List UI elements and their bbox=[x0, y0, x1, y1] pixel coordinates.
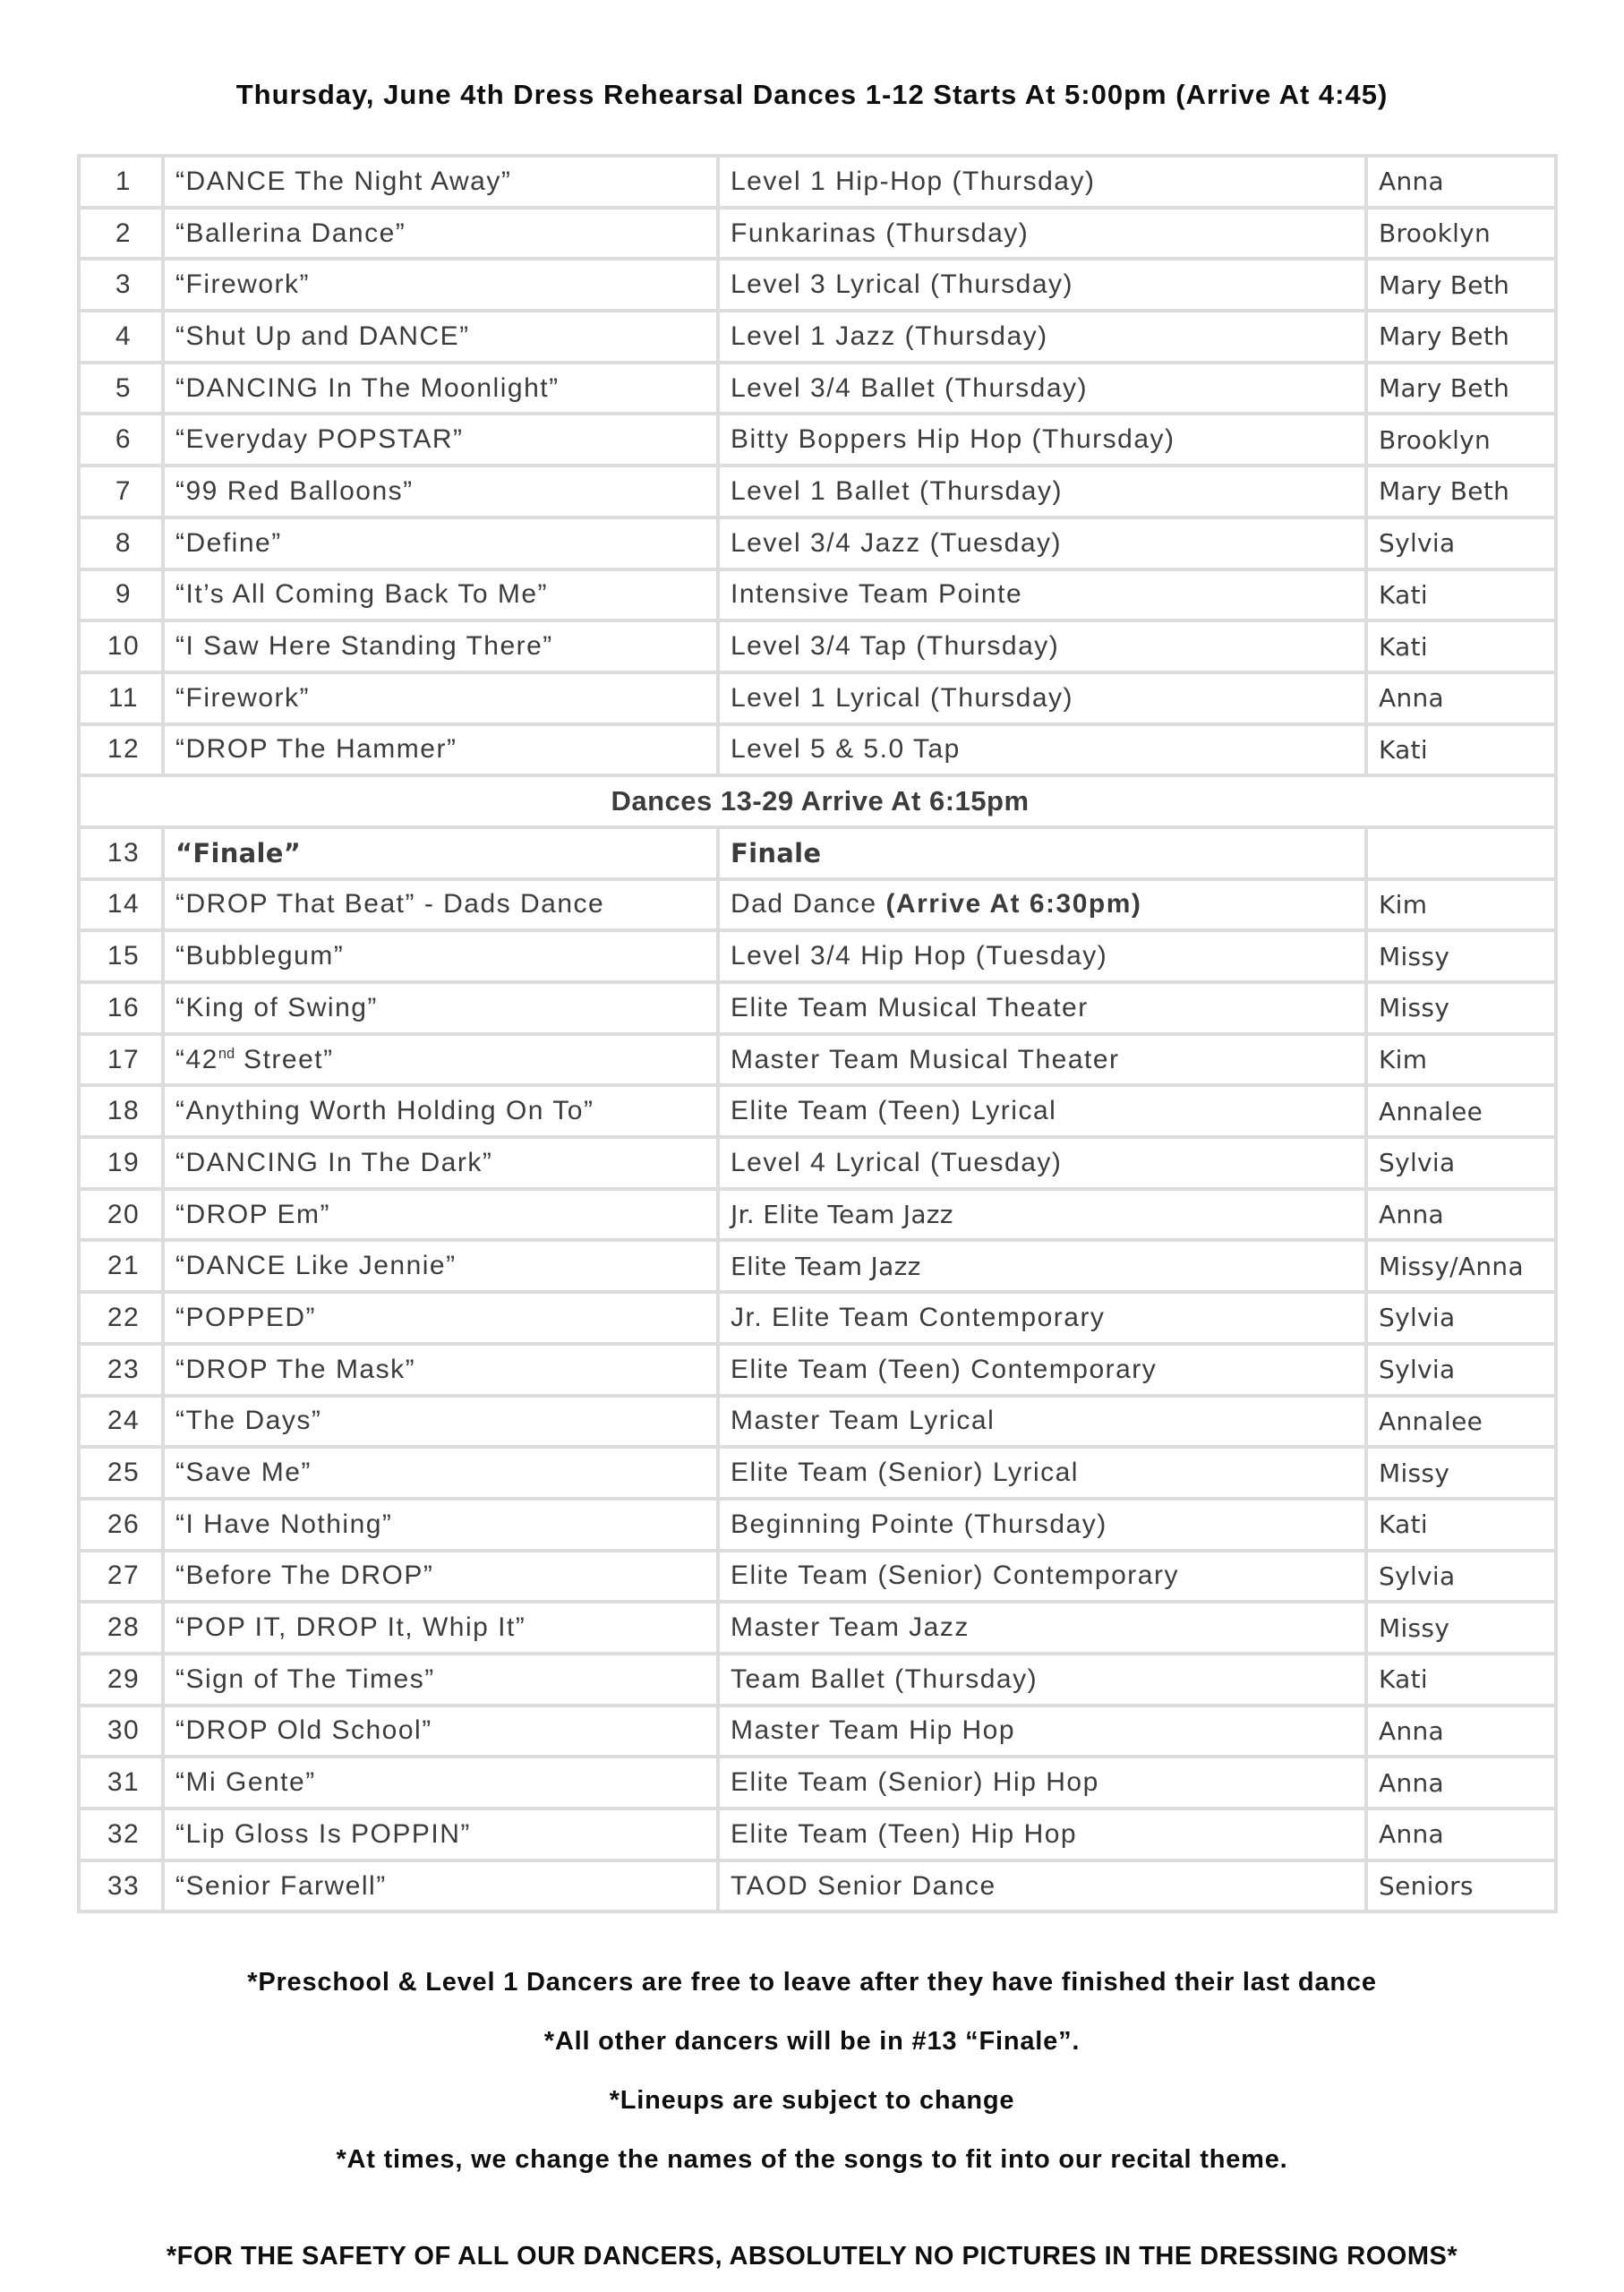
class-name-cell: Elite Team (Teen) Contemporary bbox=[718, 1344, 1366, 1396]
song-title-cell: “Sign of The Times” bbox=[163, 1654, 718, 1706]
teacher-name-cell: Sylvia bbox=[1366, 1137, 1556, 1189]
class-name-cell: Elite Team Jazz bbox=[718, 1240, 1366, 1292]
dance-number-cell: 30 bbox=[79, 1706, 163, 1757]
dance-number-cell: 26 bbox=[79, 1499, 163, 1551]
teacher-name-cell: Missy/Anna bbox=[1366, 1240, 1556, 1292]
dance-number-cell: 29 bbox=[79, 1654, 163, 1706]
song-title-cell: “Firework” bbox=[163, 672, 718, 724]
dance-number-cell: 19 bbox=[79, 1137, 163, 1189]
dance-number-cell: 32 bbox=[79, 1809, 163, 1860]
class-name-cell: Level 1 Ballet (Thursday) bbox=[718, 466, 1366, 517]
dance-number-cell: 28 bbox=[79, 1602, 163, 1654]
dance-number-cell: 12 bbox=[79, 724, 163, 776]
table-row bbox=[79, 1551, 1556, 1603]
song-title-cell: “Ballerina Dance” bbox=[163, 208, 718, 260]
teacher-name-cell: Anna bbox=[1366, 1189, 1556, 1241]
dance-number-cell: 13 bbox=[79, 827, 163, 879]
song-title-cell: “DROP Em” bbox=[163, 1189, 718, 1241]
table-row bbox=[79, 1447, 1556, 1499]
song-title-cell: “POPPED” bbox=[163, 1292, 718, 1344]
dance-number-cell: 27 bbox=[79, 1551, 163, 1603]
teacher-name-cell: Anna bbox=[1366, 1809, 1556, 1860]
class-name-cell: Level 3/4 Hip Hop (Tuesday) bbox=[718, 930, 1366, 982]
table-row bbox=[79, 466, 1556, 517]
table-row bbox=[79, 1344, 1556, 1396]
dance-number-cell: 23 bbox=[79, 1344, 163, 1396]
song-title-cell: “POP IT, DROP It, Whip It” bbox=[163, 1602, 718, 1654]
teacher-name-cell: Missy bbox=[1366, 930, 1556, 982]
song-title-cell: “DANCE Like Jennie” bbox=[163, 1240, 718, 1292]
song-title-cell: “King of Swing” bbox=[163, 982, 718, 1034]
teacher-name-cell: Mary Beth bbox=[1366, 466, 1556, 517]
class-name-cell: Elite Team Musical Theater bbox=[718, 982, 1366, 1034]
song-title-cell: “Before The DROP” bbox=[163, 1551, 718, 1603]
class-name-cell: Level 3/4 Tap (Thursday) bbox=[718, 620, 1366, 672]
teacher-name-cell: Anna bbox=[1366, 1757, 1556, 1809]
dance-number-cell: 24 bbox=[79, 1396, 163, 1448]
table-row bbox=[79, 982, 1556, 1034]
teacher-name-cell: Sylvia bbox=[1366, 1292, 1556, 1344]
class-name-cell: Master Team Hip Hop bbox=[718, 1706, 1366, 1757]
class-name-cell: Bitty Boppers Hip Hop (Thursday) bbox=[718, 414, 1366, 466]
table-row bbox=[79, 1809, 1556, 1860]
song-title-cell: “DROP The Hammer” bbox=[163, 724, 718, 776]
song-title-cell: “Anything Worth Holding On To” bbox=[163, 1085, 718, 1137]
teacher-name-cell: Annalee bbox=[1366, 1085, 1556, 1137]
teacher-name-cell: Anna bbox=[1366, 1706, 1556, 1757]
table-row bbox=[79, 930, 1556, 982]
song-title-cell: “Mi Gente” bbox=[163, 1757, 718, 1809]
safety-warning: *FOR THE SAFETY OF ALL OUR DANCERS, ABSOLUTELY NO PICTURES IN THE DRESSING ROOMS* bbox=[166, 2242, 1458, 2271]
class-name-cell: Beginning Pointe (Thursday) bbox=[718, 1499, 1366, 1551]
section-divider-label: Dances 13-29 Arrive At 6:15pm bbox=[79, 775, 1556, 827]
dance-number-cell: 14 bbox=[79, 879, 163, 931]
table-row bbox=[79, 569, 1556, 621]
song-text: “42 bbox=[175, 1044, 218, 1074]
dance-number-cell: 25 bbox=[79, 1447, 163, 1499]
dance-number-cell: 17 bbox=[79, 1034, 163, 1086]
teacher-name-cell: Mary Beth bbox=[1366, 259, 1556, 311]
class-name-cell: Level 3/4 Jazz (Tuesday) bbox=[718, 517, 1366, 569]
song-title-cell: “Lip Gloss Is POPPIN” bbox=[163, 1809, 718, 1860]
teacher-name-cell: Anna bbox=[1366, 156, 1556, 208]
table-row bbox=[79, 1602, 1556, 1654]
table-row bbox=[79, 1706, 1556, 1757]
teacher-name-cell: Sylvia bbox=[1366, 1551, 1556, 1603]
page-title: Thursday, June 4th Dress Rehearsal Dances 1-12 Starts At 5:00pm (Arrive At 4:45) bbox=[235, 79, 1389, 110]
table-row bbox=[79, 1085, 1556, 1137]
dance-number-cell: 21 bbox=[79, 1240, 163, 1292]
dance-number-cell: 9 bbox=[79, 569, 163, 621]
song-title-cell: “Firework” bbox=[163, 259, 718, 311]
dance-number-cell: 7 bbox=[79, 466, 163, 517]
dance-number-cell: 15 bbox=[79, 930, 163, 982]
teacher-name-cell: Annalee bbox=[1366, 1396, 1556, 1448]
teacher-name-cell: Kim bbox=[1366, 879, 1556, 931]
table-row bbox=[79, 672, 1556, 724]
song-title-cell: “Shut Up and DANCE” bbox=[163, 311, 718, 363]
class-name-cell: Level 1 Jazz (Thursday) bbox=[718, 311, 1366, 363]
class-name-cell: Level 3/4 Ballet (Thursday) bbox=[718, 363, 1366, 415]
song-title-cell: “DROP Old School” bbox=[163, 1706, 718, 1757]
table-row bbox=[79, 156, 1556, 208]
song-title-cell: “I Have Nothing” bbox=[163, 1499, 718, 1551]
table-row bbox=[79, 1189, 1556, 1241]
table-row bbox=[79, 1137, 1556, 1189]
class-name-cell: Funkarinas (Thursday) bbox=[718, 208, 1366, 260]
dance-number-cell: 16 bbox=[79, 982, 163, 1034]
note-line: *At times, we change the names of the songs to fit into our recital theme. bbox=[336, 2145, 1288, 2174]
dance-number-cell: 10 bbox=[79, 620, 163, 672]
teacher-name-cell: Kati bbox=[1366, 1499, 1556, 1551]
song-title-cell: “Save Me” bbox=[163, 1447, 718, 1499]
teacher-name-cell: Kati bbox=[1366, 724, 1556, 776]
song-title-cell bbox=[163, 1034, 718, 1086]
class-name-cell: Master Team Jazz bbox=[718, 1602, 1366, 1654]
teacher-name-cell: Kim bbox=[1366, 1034, 1556, 1086]
note-line: *Preschool & Level 1 Dancers are free to leave after they have finished their last dance bbox=[247, 1968, 1377, 1997]
class-name-cell: Intensive Team Pointe bbox=[718, 569, 1366, 621]
table-row bbox=[79, 259, 1556, 311]
table-row bbox=[79, 1292, 1556, 1344]
song-title-cell: “I Saw Here Standing There” bbox=[163, 620, 718, 672]
table-row bbox=[79, 827, 1556, 879]
schedule-table bbox=[77, 154, 1558, 1913]
dance-number-cell: 4 bbox=[79, 311, 163, 363]
table-row bbox=[79, 311, 1556, 363]
class-name-cell: Master Team Lyrical bbox=[718, 1396, 1366, 1448]
teacher-name-cell: Brooklyn bbox=[1366, 414, 1556, 466]
ordinal-suffix: nd bbox=[218, 1045, 235, 1062]
song-title-cell: “The Days” bbox=[163, 1396, 718, 1448]
song-title-cell: “DANCING In The Moonlight” bbox=[163, 363, 718, 415]
table-row bbox=[79, 1396, 1556, 1448]
teacher-name-cell: Kati bbox=[1366, 1654, 1556, 1706]
dance-number-cell: 6 bbox=[79, 414, 163, 466]
class-name-cell: Team Ballet (Thursday) bbox=[718, 1654, 1366, 1706]
table-row bbox=[79, 879, 1556, 931]
song-title-cell: “DROP That Beat” - Dads Dance bbox=[163, 879, 718, 931]
schedule-table-body bbox=[79, 156, 1556, 1911]
song-title-cell: “Senior Farwell” bbox=[163, 1860, 718, 1912]
notes-section bbox=[0, 1968, 1624, 2204]
dance-number-cell: 31 bbox=[79, 1757, 163, 1809]
dance-number-cell: 33 bbox=[79, 1860, 163, 1912]
teacher-name-cell: Seniors bbox=[1366, 1860, 1556, 1912]
table-row bbox=[79, 1034, 1556, 1086]
table-row bbox=[79, 724, 1556, 776]
song-title-cell: “Finale” bbox=[163, 827, 718, 879]
class-name-cell: Finale bbox=[718, 827, 1366, 879]
song-title-cell: “Bubblegum” bbox=[163, 930, 718, 982]
class-name-cell: Level 1 Hip-Hop (Thursday) bbox=[718, 156, 1366, 208]
class-name-cell: Elite Team (Senior) Lyrical bbox=[718, 1447, 1366, 1499]
dance-number-cell: 5 bbox=[79, 363, 163, 415]
dance-number-cell: 18 bbox=[79, 1085, 163, 1137]
class-name-cell: Elite Team (Teen) Hip Hop bbox=[718, 1809, 1366, 1860]
table-row bbox=[79, 1757, 1556, 1809]
class-name-cell: Jr. Elite Team Contemporary bbox=[718, 1292, 1366, 1344]
teacher-name-cell bbox=[1366, 827, 1556, 879]
dance-number-cell: 20 bbox=[79, 1189, 163, 1241]
teacher-name-cell: Sylvia bbox=[1366, 517, 1556, 569]
song-title-cell: “Define” bbox=[163, 517, 718, 569]
class-name-cell: Level 4 Lyrical (Tuesday) bbox=[718, 1137, 1366, 1189]
song-title-cell: “99 Red Balloons” bbox=[163, 466, 718, 517]
class-name-cell: Level 5 & 5.0 Tap bbox=[718, 724, 1366, 776]
table-row bbox=[79, 620, 1556, 672]
class-name-cell: Elite Team (Senior) Contemporary bbox=[718, 1551, 1366, 1603]
class-arrival-note: (Arrive At 6:30pm) bbox=[885, 889, 1142, 919]
class-name-cell: Level 3 Lyrical (Thursday) bbox=[718, 259, 1366, 311]
teacher-name-cell: Sylvia bbox=[1366, 1344, 1556, 1396]
dance-number-cell: 2 bbox=[79, 208, 163, 260]
class-name-cell: Elite Team (Teen) Lyrical bbox=[718, 1085, 1366, 1137]
table-row bbox=[79, 414, 1556, 466]
dance-number-cell: 22 bbox=[79, 1292, 163, 1344]
teacher-name-cell: Brooklyn bbox=[1366, 208, 1556, 260]
table-row bbox=[79, 208, 1556, 260]
song-title-cell: “DANCE The Night Away” bbox=[163, 156, 718, 208]
class-name-cell bbox=[718, 879, 1366, 931]
song-title-cell: “It’s All Coming Back To Me” bbox=[163, 569, 718, 621]
class-name-cell: Jr. Elite Team Jazz bbox=[718, 1189, 1366, 1241]
class-name-cell: TAOD Senior Dance bbox=[718, 1860, 1366, 1912]
table-row bbox=[79, 1654, 1556, 1706]
song-text: Street” bbox=[235, 1044, 334, 1074]
teacher-name-cell: Missy bbox=[1366, 1602, 1556, 1654]
dance-number-cell: 1 bbox=[79, 156, 163, 208]
teacher-name-cell: Missy bbox=[1366, 982, 1556, 1034]
class-name-cell: Master Team Musical Theater bbox=[718, 1034, 1366, 1086]
table-row bbox=[79, 1240, 1556, 1292]
table-row bbox=[79, 363, 1556, 415]
song-title-cell: “DROP The Mask” bbox=[163, 1344, 718, 1396]
teacher-name-cell: Mary Beth bbox=[1366, 363, 1556, 415]
teacher-name-cell: Kati bbox=[1366, 620, 1556, 672]
section-divider-row bbox=[79, 775, 1556, 827]
class-text: Dad Dance bbox=[731, 889, 886, 919]
dance-number-cell: 3 bbox=[79, 259, 163, 311]
table-row bbox=[79, 1499, 1556, 1551]
teacher-name-cell: Mary Beth bbox=[1366, 311, 1556, 363]
teacher-name-cell: Anna bbox=[1366, 672, 1556, 724]
song-title-cell: “Everyday POPSTAR” bbox=[163, 414, 718, 466]
note-line: *Lineups are subject to change bbox=[609, 2086, 1015, 2115]
dance-number-cell: 8 bbox=[79, 517, 163, 569]
class-name-cell: Elite Team (Senior) Hip Hop bbox=[718, 1757, 1366, 1809]
teacher-name-cell: Missy bbox=[1366, 1447, 1556, 1499]
table-row bbox=[79, 517, 1556, 569]
dance-number-cell: 11 bbox=[79, 672, 163, 724]
song-title-cell: “DANCING In The Dark” bbox=[163, 1137, 718, 1189]
teacher-name-cell: Kati bbox=[1366, 569, 1556, 621]
class-name-cell: Level 1 Lyrical (Thursday) bbox=[718, 672, 1366, 724]
table-row bbox=[79, 1860, 1556, 1912]
note-line: *All other dancers will be in #13 “Finale”. bbox=[543, 2027, 1081, 2056]
